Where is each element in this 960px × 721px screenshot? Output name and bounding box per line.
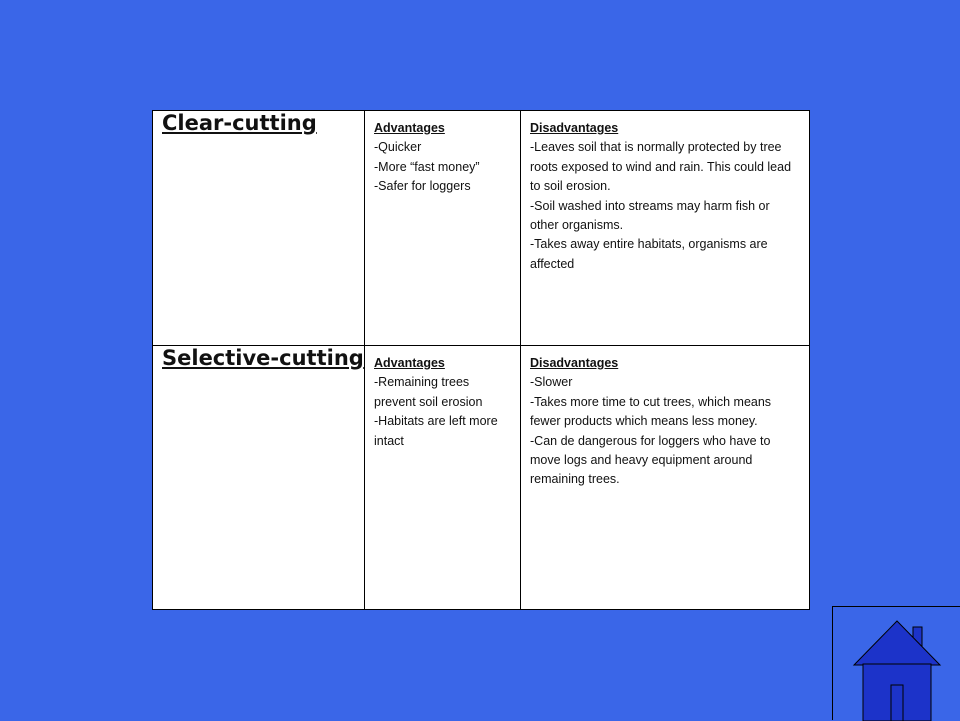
disadvantage-item: -Can de dangerous for loggers who have to move logs and heavy equipment around remaining trees.: [530, 433, 771, 487]
advantage-item: -More “fast money”: [374, 159, 480, 174]
comparison-table: [152, 110, 810, 610]
advantage-item: -Safer for loggers: [374, 179, 471, 194]
disadvantage-item: -Leaves soil that is normally protected by tree roots exposed to wind and rain. This could lead to soil erosion.: [530, 140, 792, 194]
advantage-item: -Habitats are left more intact: [374, 414, 498, 448]
disadvantage-item: -Takes away entire habitats, organisms are affected: [530, 237, 768, 271]
table-row-selective-cutting: [153, 346, 810, 610]
table-row-clear-cutting: [153, 111, 810, 346]
home-button[interactable]: [832, 606, 960, 720]
disadvantage-item: -Slower: [530, 375, 573, 390]
advantages-cell: [365, 346, 521, 610]
advantages-cell: [365, 111, 521, 346]
advantage-item: -Quicker: [374, 140, 422, 155]
disadvantages-heading: Disadvantages: [530, 121, 619, 135]
disadvantage-item: -Soil washed into streams may harm fish or other organisms.: [530, 198, 770, 233]
advantages-heading: Advantages: [374, 356, 445, 370]
advantage-item: -Remaining trees prevent soil erosion: [374, 375, 483, 409]
disadvantage-item: -Takes more time to cut trees, which means fewer products which means less money.: [530, 394, 772, 429]
method-cell: [153, 111, 365, 346]
method-label: Selective-cutting: [162, 346, 364, 370]
disadvantages-cell: [521, 346, 810, 610]
disadvantages-heading: Disadvantages: [530, 356, 619, 370]
home-icon: [833, 607, 960, 721]
method-cell: [153, 346, 365, 610]
advantages-heading: Advantages: [374, 121, 445, 135]
method-label: Clear-cutting: [162, 111, 317, 135]
disadvantages-cell: [521, 111, 810, 346]
